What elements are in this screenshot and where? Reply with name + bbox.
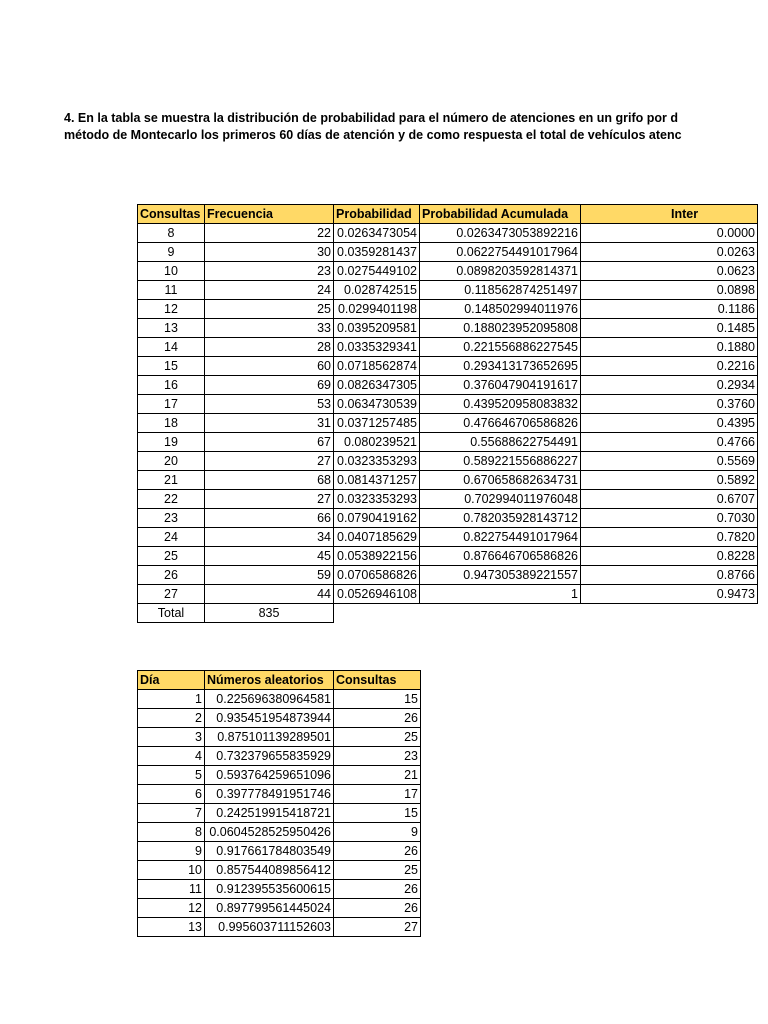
distribution-row xyxy=(138,490,758,509)
distribution-row xyxy=(138,357,758,376)
simulation-row xyxy=(138,690,421,709)
header-sim-consultas[interactable]: Consultas xyxy=(334,671,421,690)
distribution-total-row xyxy=(138,604,758,623)
simulation-row xyxy=(138,747,421,766)
simulation-row xyxy=(138,880,421,899)
cell-frecuencia[interactable]: 30 xyxy=(205,243,334,262)
simulation-row xyxy=(138,861,421,880)
distribution-row xyxy=(138,528,758,547)
cell-sim-consultas[interactable]: 26 xyxy=(334,709,421,728)
header-consultas[interactable]: Consultas xyxy=(138,205,205,224)
simulation-row xyxy=(138,709,421,728)
total-label[interactable]: Total xyxy=(138,604,205,623)
distribution-row xyxy=(138,452,758,471)
cell-numero-aleatorio[interactable]: 0.912395535600615 xyxy=(205,880,334,899)
cell-dia[interactable]: 12 xyxy=(138,899,205,918)
cell-dia[interactable]: 4 xyxy=(138,747,205,766)
distribution-table xyxy=(137,204,758,623)
cell-frecuencia[interactable]: 22 xyxy=(205,224,334,243)
cell-consultas[interactable]: 23 xyxy=(138,509,205,528)
cell-prob-acumulada[interactable]: 0.439520958083832 xyxy=(420,395,581,414)
problem-statement-line-1: 4. En la tabla se muestra la distribución de probabilidad para el número de atenciones en un grifo por d xyxy=(64,111,679,125)
cell-prob-acumulada[interactable]: 0.55688622754491 xyxy=(420,433,581,452)
cell-intervalo[interactable]: 0.7030 xyxy=(581,509,758,528)
cell-prob-acumulada[interactable]: 0.376047904191617 xyxy=(420,376,581,395)
simulation-row xyxy=(138,842,421,861)
cell-numero-aleatorio[interactable]: 0.875101139289501 xyxy=(205,728,334,747)
cell-dia[interactable]: 3 xyxy=(138,728,205,747)
cell-frecuencia[interactable]: 60 xyxy=(205,357,334,376)
cell-consultas[interactable]: 14 xyxy=(138,338,205,357)
cell-intervalo[interactable]: 0.8766 xyxy=(581,566,758,585)
cell-intervalo[interactable]: 0.0263 xyxy=(581,243,758,262)
cell-consultas[interactable]: 13 xyxy=(138,319,205,338)
distribution-row xyxy=(138,395,758,414)
cell-frecuencia[interactable]: 68 xyxy=(205,471,334,490)
cell-frecuencia[interactable]: 25 xyxy=(205,300,334,319)
distribution-row xyxy=(138,433,758,452)
header-intervalo[interactable]: Inter xyxy=(581,205,758,224)
cell-probabilidad[interactable]: 0.0395209581 xyxy=(334,319,420,338)
cell-dia[interactable]: 11 xyxy=(138,880,205,899)
cell-consultas[interactable]: 22 xyxy=(138,490,205,509)
cell-consultas[interactable]: 26 xyxy=(138,566,205,585)
cell-frecuencia[interactable]: 27 xyxy=(205,490,334,509)
cell-dia[interactable]: 13 xyxy=(138,918,205,937)
cell-frecuencia[interactable]: 23 xyxy=(205,262,334,281)
distribution-header-row xyxy=(138,205,758,224)
simulation-row xyxy=(138,823,421,842)
cell-intervalo[interactable]: 0.1485 xyxy=(581,319,758,338)
cell-intervalo[interactable]: 0.3760 xyxy=(581,395,758,414)
cell-consultas[interactable]: 21 xyxy=(138,471,205,490)
distribution-row xyxy=(138,376,758,395)
cell-probabilidad[interactable]: 0.080239521 xyxy=(334,433,420,452)
distribution-row xyxy=(138,338,758,357)
header-probabilidad-acumulada[interactable]: Probabilidad Acumulada xyxy=(420,205,581,224)
cell-intervalo[interactable]: 0.0623 xyxy=(581,262,758,281)
distribution-row xyxy=(138,566,758,585)
cell-probabilidad[interactable]: 0.0790419162 xyxy=(334,509,420,528)
cell-consultas[interactable]: 16 xyxy=(138,376,205,395)
cell-probabilidad[interactable]: 0.0538922156 xyxy=(334,547,420,566)
cell-intervalo[interactable]: 0.1186 xyxy=(581,300,758,319)
cell-frecuencia[interactable]: 31 xyxy=(205,414,334,433)
cell-consultas[interactable]: 24 xyxy=(138,528,205,547)
cell-numero-aleatorio[interactable]: 0.0604528525950426 xyxy=(205,823,334,842)
simulation-row xyxy=(138,785,421,804)
cell-intervalo[interactable]: 0.6707 xyxy=(581,490,758,509)
cell-prob-acumulada[interactable]: 0.118562874251497 xyxy=(420,281,581,300)
cell-probabilidad[interactable]: 0.0814371257 xyxy=(334,471,420,490)
header-dia[interactable]: Día xyxy=(138,671,205,690)
cell-prob-acumulada[interactable]: 0.221556886227545 xyxy=(420,338,581,357)
cell-frecuencia[interactable]: 69 xyxy=(205,376,334,395)
cell-probabilidad[interactable]: 0.0335329341 xyxy=(334,338,420,357)
cell-probabilidad[interactable]: 0.0359281437 xyxy=(334,243,420,262)
cell-numero-aleatorio[interactable]: 0.857544089856412 xyxy=(205,861,334,880)
cell-sim-consultas[interactable]: 23 xyxy=(334,747,421,766)
cell-prob-acumulada[interactable]: 0.876646706586826 xyxy=(420,547,581,566)
cell-frecuencia[interactable]: 34 xyxy=(205,528,334,547)
cell-probabilidad[interactable]: 0.0526946108 xyxy=(334,585,420,604)
cell-dia[interactable]: 9 xyxy=(138,842,205,861)
cell-prob-acumulada[interactable]: 0.947305389221557 xyxy=(420,566,581,585)
cell-dia[interactable]: 5 xyxy=(138,766,205,785)
empty-cell[interactable] xyxy=(334,604,420,623)
cell-dia[interactable]: 2 xyxy=(138,709,205,728)
cell-sim-consultas[interactable]: 26 xyxy=(334,842,421,861)
distribution-row xyxy=(138,585,758,604)
cell-frecuencia[interactable]: 24 xyxy=(205,281,334,300)
cell-frecuencia[interactable]: 59 xyxy=(205,566,334,585)
cell-sim-consultas[interactable]: 27 xyxy=(334,918,421,937)
distribution-row xyxy=(138,262,758,281)
cell-frecuencia[interactable]: 53 xyxy=(205,395,334,414)
cell-probabilidad[interactable]: 0.0371257485 xyxy=(334,414,420,433)
cell-dia[interactable]: 8 xyxy=(138,823,205,842)
simulation-row xyxy=(138,918,421,937)
cell-consultas[interactable]: 8 xyxy=(138,224,205,243)
cell-intervalo[interactable]: 0.0000 xyxy=(581,224,758,243)
total-value[interactable]: 835 xyxy=(205,604,334,623)
cell-prob-acumulada[interactable]: 0.0898203592814371 xyxy=(420,262,581,281)
cell-consultas[interactable]: 10 xyxy=(138,262,205,281)
distribution-row xyxy=(138,300,758,319)
cell-frecuencia[interactable]: 67 xyxy=(205,433,334,452)
cell-frecuencia[interactable]: 27 xyxy=(205,452,334,471)
cell-frecuencia[interactable]: 45 xyxy=(205,547,334,566)
problem-statement xyxy=(64,110,682,144)
cell-prob-acumulada[interactable]: 0.822754491017964 xyxy=(420,528,581,547)
cell-sim-consultas[interactable]: 25 xyxy=(334,728,421,747)
cell-intervalo[interactable]: 0.7820 xyxy=(581,528,758,547)
cell-intervalo[interactable]: 0.9473 xyxy=(581,585,758,604)
distribution-row xyxy=(138,471,758,490)
cell-dia[interactable]: 10 xyxy=(138,861,205,880)
cell-probabilidad[interactable]: 0.0826347305 xyxy=(334,376,420,395)
cell-consultas[interactable]: 25 xyxy=(138,547,205,566)
cell-prob-acumulada[interactable]: 0.0263473053892216 xyxy=(420,224,581,243)
cell-frecuencia[interactable]: 28 xyxy=(205,338,334,357)
cell-consultas[interactable]: 18 xyxy=(138,414,205,433)
cell-probabilidad[interactable]: 0.0718562874 xyxy=(334,357,420,376)
cell-prob-acumulada[interactable]: 1 xyxy=(420,585,581,604)
cell-consultas[interactable]: 27 xyxy=(138,585,205,604)
simulation-header-row xyxy=(138,671,421,690)
cell-probabilidad[interactable]: 0.0634730539 xyxy=(334,395,420,414)
empty-cell[interactable] xyxy=(581,604,758,623)
cell-intervalo[interactable]: 0.5892 xyxy=(581,471,758,490)
cell-prob-acumulada[interactable]: 0.476646706586826 xyxy=(420,414,581,433)
cell-dia[interactable]: 1 xyxy=(138,690,205,709)
empty-cell[interactable] xyxy=(420,604,581,623)
cell-prob-acumulada[interactable]: 0.782035928143712 xyxy=(420,509,581,528)
cell-intervalo[interactable]: 0.4766 xyxy=(581,433,758,452)
cell-sim-consultas[interactable]: 15 xyxy=(334,690,421,709)
cell-consultas[interactable]: 15 xyxy=(138,357,205,376)
distribution-table-viewport xyxy=(137,204,755,636)
simulation-table xyxy=(137,670,421,937)
cell-sim-consultas[interactable]: 15 xyxy=(334,804,421,823)
cell-consultas[interactable]: 11 xyxy=(138,281,205,300)
cell-frecuencia[interactable]: 44 xyxy=(205,585,334,604)
cell-frecuencia[interactable]: 33 xyxy=(205,319,334,338)
cell-intervalo[interactable]: 0.1880 xyxy=(581,338,758,357)
cell-numero-aleatorio[interactable]: 0.242519915418721 xyxy=(205,804,334,823)
header-frecuencia[interactable]: Frecuencia xyxy=(205,205,334,224)
distribution-row xyxy=(138,547,758,566)
cell-consultas[interactable]: 19 xyxy=(138,433,205,452)
simulation-row xyxy=(138,899,421,918)
cell-prob-acumulada[interactable]: 0.670658682634731 xyxy=(420,471,581,490)
cell-sim-consultas[interactable]: 17 xyxy=(334,785,421,804)
cell-intervalo[interactable]: 0.4395 xyxy=(581,414,758,433)
cell-dia[interactable]: 7 xyxy=(138,804,205,823)
distribution-row xyxy=(138,224,758,243)
cell-numero-aleatorio[interactable]: 0.225696380964581 xyxy=(205,690,334,709)
cell-probabilidad[interactable]: 0.028742515 xyxy=(334,281,420,300)
simulation-row xyxy=(138,728,421,747)
cell-intervalo[interactable]: 0.5569 xyxy=(581,452,758,471)
distribution-row xyxy=(138,509,758,528)
cell-sim-consultas[interactable]: 26 xyxy=(334,899,421,918)
distribution-row xyxy=(138,319,758,338)
cell-probabilidad[interactable]: 0.0323353293 xyxy=(334,490,420,509)
cell-numero-aleatorio[interactable]: 0.897799561445024 xyxy=(205,899,334,918)
cell-intervalo[interactable]: 0.8228 xyxy=(581,547,758,566)
cell-sim-consultas[interactable]: 21 xyxy=(334,766,421,785)
distribution-row xyxy=(138,243,758,262)
cell-consultas[interactable]: 17 xyxy=(138,395,205,414)
cell-numero-aleatorio[interactable]: 0.995603711152603 xyxy=(205,918,334,937)
distribution-row xyxy=(138,281,758,300)
cell-probabilidad[interactable]: 0.0263473054 xyxy=(334,224,420,243)
cell-sim-consultas[interactable]: 26 xyxy=(334,880,421,899)
cell-probabilidad[interactable]: 0.0706586826 xyxy=(334,566,420,585)
cell-frecuencia[interactable]: 66 xyxy=(205,509,334,528)
cell-probabilidad[interactable]: 0.0275449102 xyxy=(334,262,420,281)
cell-probabilidad[interactable]: 0.0299401198 xyxy=(334,300,420,319)
cell-intervalo[interactable]: 0.0898 xyxy=(581,281,758,300)
cell-numero-aleatorio[interactable]: 0.935451954873944 xyxy=(205,709,334,728)
simulation-row xyxy=(138,766,421,785)
cell-prob-acumulada[interactable]: 0.0622754491017964 xyxy=(420,243,581,262)
cell-dia[interactable]: 6 xyxy=(138,785,205,804)
cell-sim-consultas[interactable]: 25 xyxy=(334,861,421,880)
cell-numero-aleatorio[interactable]: 0.732379655835929 xyxy=(205,747,334,766)
cell-prob-acumulada[interactable]: 0.293413173652695 xyxy=(420,357,581,376)
cell-probabilidad[interactable]: 0.0323353293 xyxy=(334,452,420,471)
cell-intervalo[interactable]: 0.2216 xyxy=(581,357,758,376)
cell-consultas[interactable]: 12 xyxy=(138,300,205,319)
cell-numero-aleatorio[interactable]: 0.397778491951746 xyxy=(205,785,334,804)
distribution-row xyxy=(138,414,758,433)
header-numeros-aleatorios[interactable]: Números aleatorios xyxy=(205,671,334,690)
simulation-table-viewport xyxy=(137,670,421,950)
cell-consultas[interactable]: 20 xyxy=(138,452,205,471)
simulation-row xyxy=(138,804,421,823)
cell-sim-consultas[interactable]: 9 xyxy=(334,823,421,842)
cell-intervalo[interactable]: 0.2934 xyxy=(581,376,758,395)
cell-probabilidad[interactable]: 0.0407185629 xyxy=(334,528,420,547)
cell-prob-acumulada[interactable]: 0.148502994011976 xyxy=(420,300,581,319)
cell-numero-aleatorio[interactable]: 0.593764259651096 xyxy=(205,766,334,785)
cell-prob-acumulada[interactable]: 0.702994011976048 xyxy=(420,490,581,509)
cell-consultas[interactable]: 9 xyxy=(138,243,205,262)
header-probabilidad[interactable]: Probabilidad xyxy=(334,205,420,224)
problem-statement-line-2: método de Montecarlo los primeros 60 días de atención y de como respuesta el total de vehículos atenc xyxy=(64,128,682,142)
cell-numero-aleatorio[interactable]: 0.917661784803549 xyxy=(205,842,334,861)
cell-prob-acumulada[interactable]: 0.589221556886227 xyxy=(420,452,581,471)
cell-prob-acumulada[interactable]: 0.188023952095808 xyxy=(420,319,581,338)
